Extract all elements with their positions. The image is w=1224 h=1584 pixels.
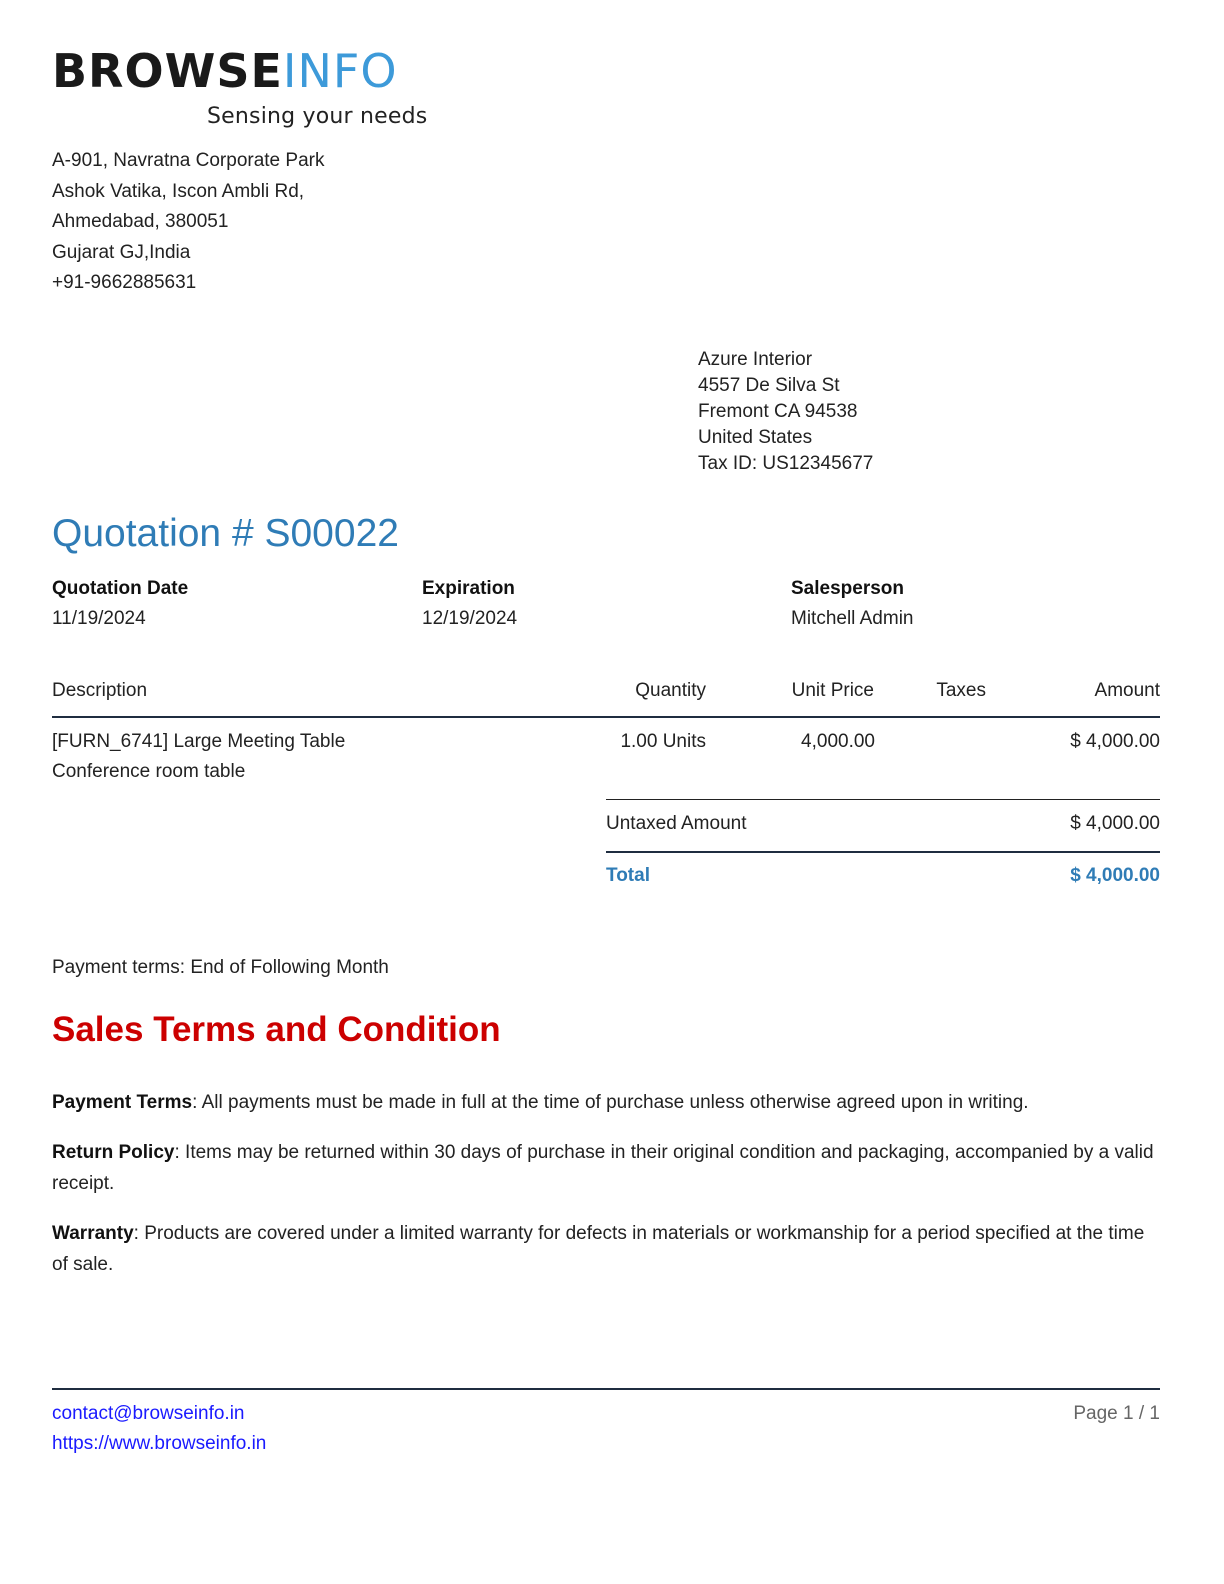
line-description-detail: Conference room table [52,761,246,782]
company-address [52,146,324,299]
warranty-text: : Products are covered under a limited warranty for defects in materials or workmanship for a period specified at the time of sale. [52,1223,1145,1275]
column-header-quantity: Quantity [635,680,706,701]
logo-text-info: INFO [282,44,398,98]
return-policy-label: Return Policy [52,1142,175,1163]
payment-terms-label: Payment Terms [52,1092,193,1113]
address-line: Ahmedabad, 380051 [52,211,229,232]
address-line: Gujarat GJ,India [52,241,191,263]
quotation-date-value: 11/19/2024 [52,608,146,629]
quotation-date-label: Quotation Date [52,578,189,599]
company-logo [52,46,398,96]
payment-terms-paragraph [52,1088,1160,1119]
column-header-amount: Amount [1094,680,1160,701]
total-divider [606,851,1160,853]
warranty-paragraph [52,1219,1160,1280]
footer-divider [52,1388,1160,1390]
line-unit-price: 4,000.00 [801,731,875,752]
footer-website-link[interactable]: https://www.browseinfo.in [52,1433,267,1454]
logo-text-browse: BROWSE [52,44,283,98]
customer-street: 4557 De Silva St [698,375,840,396]
company-tagline: Sensing your needs [207,104,428,129]
sales-terms-heading: Sales Terms and Condition [52,1010,501,1049]
untaxed-amount-value: $ 4,000.00 [1070,813,1160,834]
totals-divider [606,799,1160,800]
customer-address [698,347,873,477]
customer-name: Azure Interior [698,349,813,370]
warranty-label: Warranty [52,1223,134,1244]
line-description: [FURN_6741] Large Meeting Table [52,731,346,752]
page-number: Page 1 / 1 [1073,1403,1160,1424]
line-amount: $ 4,000.00 [1070,731,1160,752]
expiration-label: Expiration [422,578,515,599]
payment-terms-note: Payment terms: End of Following Month [52,957,389,978]
column-header-taxes: Taxes [936,680,986,701]
table-header-divider [52,716,1160,718]
total-label: Total [606,865,650,886]
expiration-value: 12/19/2024 [422,608,518,629]
footer-email-link[interactable]: contact@browseinfo.in [52,1403,245,1424]
column-header-unit-price: Unit Price [791,680,874,701]
table-row [0,731,1224,791]
line-quantity: 1.00 Units [620,731,706,752]
column-header-description: Description [52,680,148,701]
salesperson-value: Mitchell Admin [791,608,914,629]
return-policy-paragraph [52,1138,1160,1199]
untaxed-amount-label: Untaxed Amount [606,813,747,834]
payment-terms-text: : All payments must be made in full at the time of purchase unless otherwise agreed upon in writing. [192,1092,1029,1113]
address-line: A-901, Navratna Corporate Park [52,150,325,171]
return-policy-text: : Items may be returned within 30 days of purchase in their original condition and packaging, accompanied by a valid receipt. [52,1142,1154,1194]
salesperson-label: Salesperson [791,578,904,599]
customer-city: Fremont CA 94538 [698,401,858,422]
total-value: $ 4,000.00 [1070,865,1160,886]
company-phone: +91-9662885631 [52,272,197,293]
customer-country: United States [698,427,813,448]
quotation-title: Quotation # S00022 [52,512,399,555]
customer-tax-id: Tax ID: US12345677 [698,453,874,474]
address-line: Ashok Vatika, Iscon Ambli Rd, [52,180,305,202]
